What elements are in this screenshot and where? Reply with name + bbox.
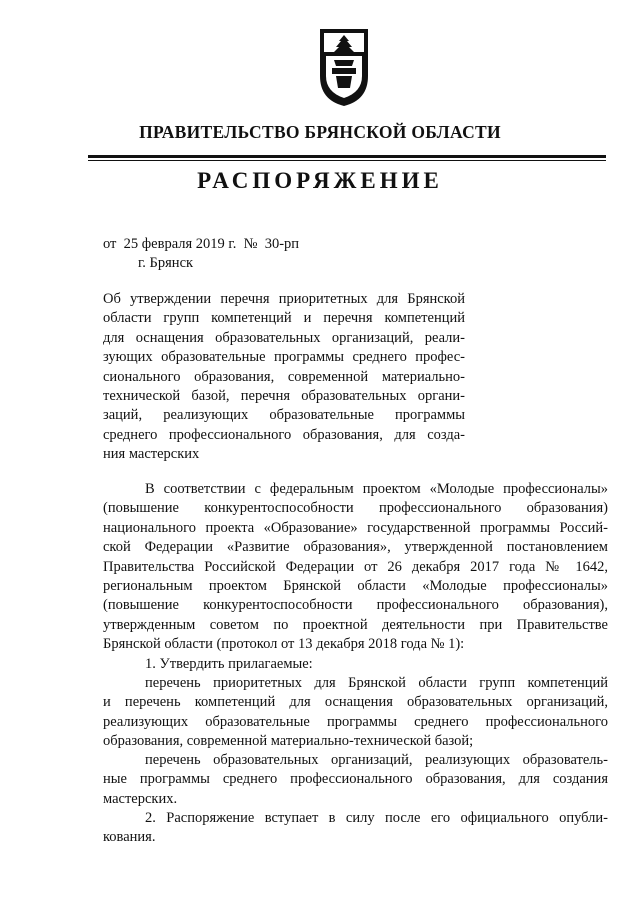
body-line: реализующих образовательные программы среднего профессионального — [103, 713, 608, 730]
subject-line: ния мастерских — [103, 446, 200, 463]
document-place: г. Брянск — [138, 255, 194, 271]
body-line: Брянской области (протокол от 13 декабря 2018 года № 1): — [103, 636, 465, 653]
subject-line: зующих образовательные программы среднего профес- — [103, 349, 465, 366]
subject-line: среднего профессионального образования, для созда- — [103, 426, 465, 443]
body-line: 2. Распоряжение вступает в силу после его официального опубли- — [145, 810, 608, 826]
government-title: ПРАВИТЕЛЬСТВО БРЯНСКОЙ ОБЛАСТИ — [139, 122, 501, 142]
body-line: (повышение конкурентоспособности профессионального образования) — [103, 500, 608, 517]
subject-line: заций, реализующих образовательные программы — [103, 407, 465, 424]
body-line: перечень приоритетных для Брянской области групп компетенций — [145, 675, 608, 691]
bryansk-coat-of-arms-icon — [316, 26, 372, 108]
body-line: В соответствии с федеральным проектом «Молодые профессионалы» — [145, 481, 608, 497]
header-rule-thin — [88, 160, 606, 161]
body-line: и перечень компетенций для оснащения образовательных организаций, — [103, 694, 608, 711]
subject-line: Об утверждении перечня приоритетных для Брянской — [103, 291, 465, 307]
preamble-paragraph — [103, 480, 608, 655]
body-line: (повышение конкурентоспособности профессионального образования), — [103, 597, 608, 614]
document-date-number: от 25 февраля 2019 г. № 30-рп — [103, 236, 300, 252]
item-1-heading — [103, 655, 608, 674]
header-rule-thick — [88, 155, 606, 158]
body-line: перечень образовательных организаций, реализующих образователь- — [145, 752, 608, 768]
item-1-a-paragraph — [103, 674, 608, 752]
document-type-title: РАСПОРЯЖЕНИЕ — [197, 168, 443, 193]
body-line: мастерских. — [103, 790, 178, 807]
body-line: национального проекта «Образование» государственной программы Россий- — [103, 519, 608, 536]
subject-line: сионального образования, современной материально- — [103, 368, 465, 385]
body-line: образования, современной материально-технической базой; — [103, 733, 474, 750]
body-line: ской Федерации «Развитие образования», утвержденной постановлением — [103, 539, 608, 556]
item-2-paragraph — [103, 809, 608, 848]
item-1-b-paragraph — [103, 751, 608, 809]
document-subject — [103, 290, 465, 465]
subject-line: области групп компетенций и перечня компетенций — [103, 310, 465, 327]
subject-line: технической базой, перечня образовательных органи- — [103, 388, 465, 405]
body-line: утвержденным советом по проектной деятельности при Правительстве — [103, 616, 608, 633]
body-line: кования. — [103, 829, 156, 846]
body-line: 1. Утвердить прилагаемые: — [145, 656, 313, 672]
body-line: ные программы среднего профессионального образования, для создания — [103, 771, 608, 788]
body-line: региональным проектом Брянской области «Молодые профессионалы» — [103, 578, 608, 595]
subject-line: для оснащения образовательных организаций, реали- — [103, 329, 465, 346]
body-line: Правительства Российской Федерации от 26 декабря 2017 года № 1642, — [103, 558, 608, 575]
